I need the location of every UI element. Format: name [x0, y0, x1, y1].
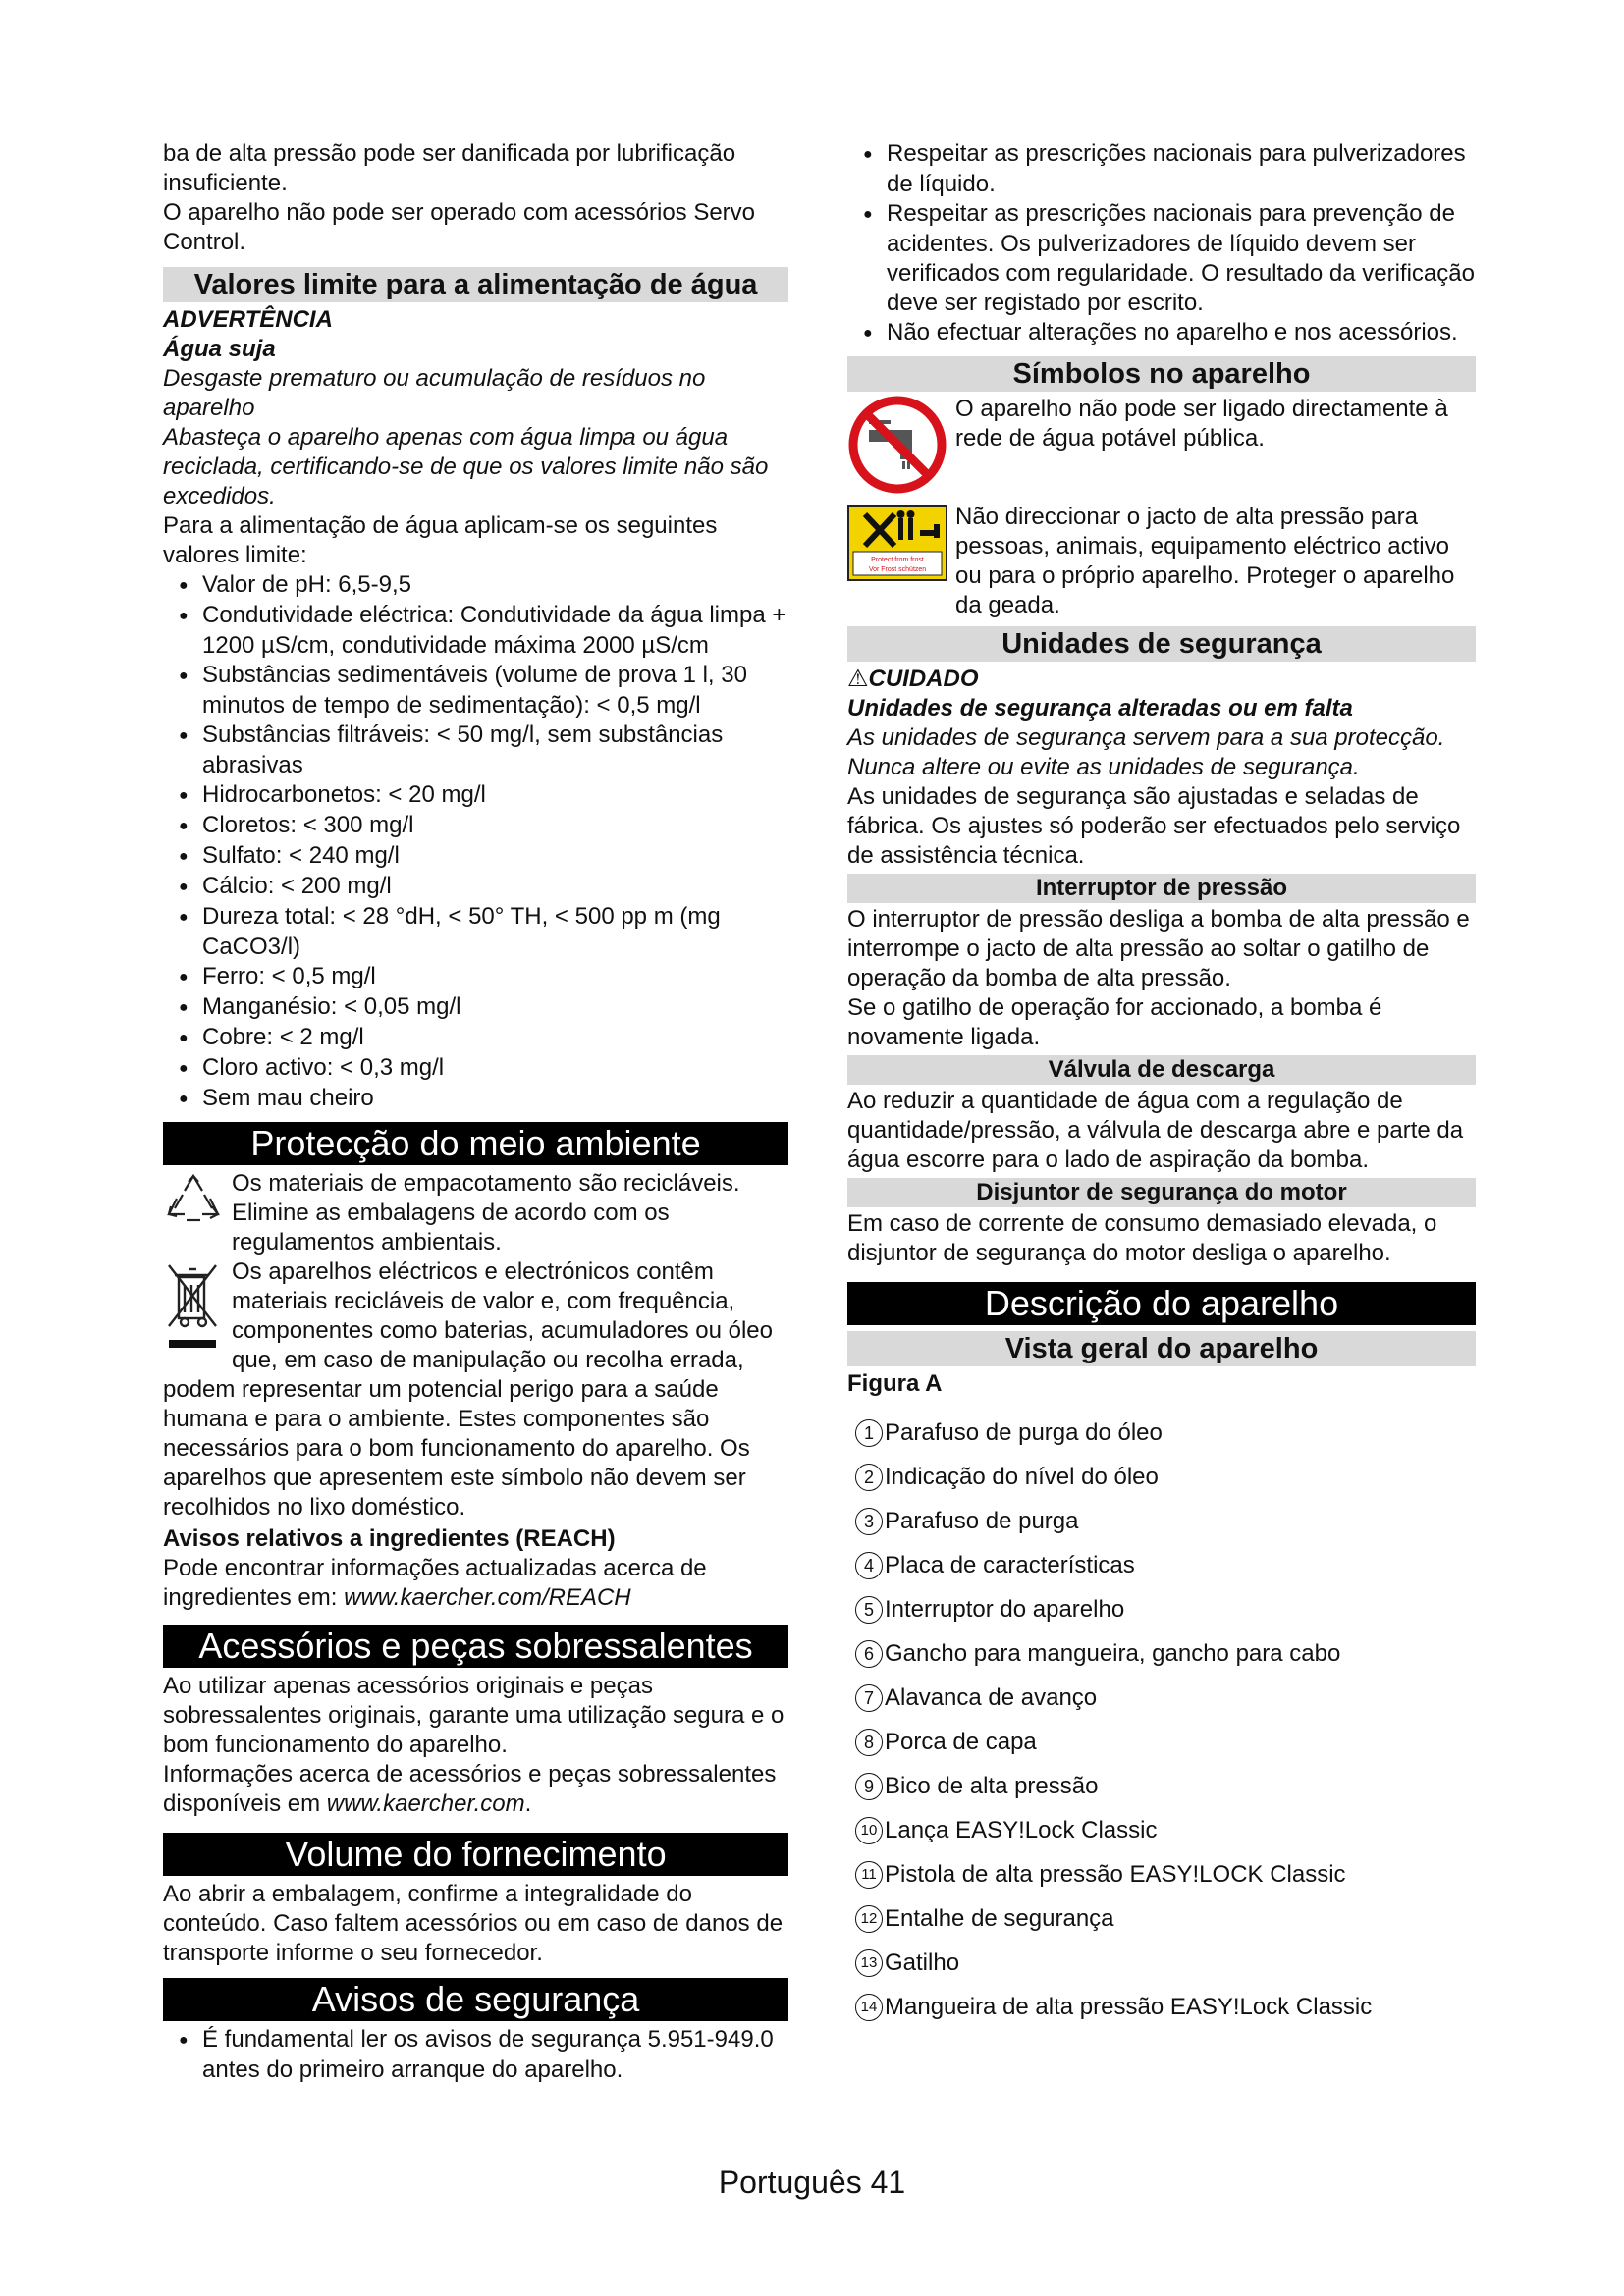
- part-item: [847, 1720, 1476, 1764]
- part-number: 4: [855, 1552, 883, 1579]
- water-limit-item: ● Ferro: < 0,5 mg/l: [163, 962, 788, 992]
- regulation-item: ● Respeitar as prescrições nacionais para pulverizadores de líquido.: [847, 139, 1476, 199]
- pressure-switch-text-2: Se o gatilho de operação for accionado, a bomba é novamente ligada.: [847, 994, 1382, 1050]
- description-heading: Descrição do aparelho: [847, 1282, 1476, 1325]
- symbol-1-block: [847, 395, 1476, 503]
- caution-text-2: Nunca altere ou evite as unidades de segurança.: [847, 754, 1360, 780]
- water-limit-item: ● Hidrocarbonetos: < 20 mg/l: [163, 780, 788, 811]
- part-item: [847, 1896, 1476, 1941]
- part-label: Entalhe de segurança: [885, 1904, 1114, 1932]
- part-label: Indicação do nível do óleo: [885, 1463, 1159, 1490]
- environment-heading: Protecção do meio ambiente: [163, 1122, 788, 1165]
- water-limit-item: ● Substâncias sedimentáveis (volume de prova 1 l, 30 minutos de tempo de sedimentação): < 0,5 mg/l: [163, 661, 788, 721]
- symbol-2-label-2: Vor Frost schützen: [868, 566, 927, 573]
- symbols-heading: Símbolos no aparelho: [847, 356, 1476, 392]
- footer-language: Português: [718, 2164, 862, 2200]
- water-limits-intro: Para a alimentação de água aplicam-se os seguintes valores limite:: [163, 512, 718, 568]
- part-label: Lança EASY!Lock Classic: [885, 1816, 1158, 1843]
- part-item: [847, 1499, 1476, 1543]
- part-number: 5: [855, 1596, 883, 1624]
- intro-paragraph-1: ba de alta pressão pode ser danificada por lubrificação insuficiente.: [163, 140, 736, 196]
- water-warning-text-1: Desgaste prematuro ou acumulação de resíduos no aparelho: [163, 365, 706, 421]
- motor-breaker-heading: Disjuntor de segurança do motor: [847, 1178, 1476, 1207]
- accessories-link[interactable]: www.kaercher.com: [326, 1790, 525, 1817]
- regulations-list: [847, 139, 1476, 348]
- caution-line: [847, 665, 1476, 694]
- water-limit-item: ● Cloro activo: < 0,3 mg/l: [163, 1053, 788, 1084]
- water-limit-item: ● Cálcio: < 200 mg/l: [163, 872, 788, 902]
- part-label: Pistola de alta pressão EASY!LOCK Classic: [885, 1860, 1346, 1888]
- no-spray-protect-frost-icon: [847, 503, 955, 589]
- overview-heading: Vista geral do aparelho: [847, 1331, 1476, 1366]
- part-label: Parafuso de purga: [885, 1507, 1079, 1534]
- part-item: [847, 1852, 1476, 1896]
- part-number: 8: [855, 1729, 883, 1756]
- recycle-block: [163, 1169, 788, 1257]
- part-item: [847, 1631, 1476, 1676]
- accessories-text-1: Ao utilizar apenas acessórios originais e peças sobressalentes originais, garante uma utilização segura e o bom funcionamento do aparelho.: [163, 1673, 785, 1758]
- reach-paragraph: [163, 1554, 788, 1613]
- water-warning-label: ADVERTÊNCIA: [163, 306, 333, 333]
- left-column: [163, 139, 788, 2085]
- part-number: 11: [855, 1861, 883, 1889]
- part-label: Placa de características: [885, 1551, 1135, 1578]
- part-item: [847, 1543, 1476, 1587]
- delivery-heading: Volume do fornecimento: [163, 1833, 788, 1876]
- part-label: Interruptor do aparelho: [885, 1595, 1125, 1623]
- water-warning-title: Água suja: [163, 336, 276, 362]
- water-limit-item: ● Sulfato: < 240 mg/l: [163, 841, 788, 872]
- part-label: Gatilho: [885, 1949, 960, 1976]
- part-label: Gancho para mangueira, gancho para cabo: [885, 1639, 1341, 1667]
- pressure-switch-text-1: O interruptor de pressão desliga a bomba de alta pressão e interrompe o jacto de alta pressão ao soltar o gatilho de operação da bomba de alta pressão.: [847, 906, 1470, 991]
- water-limits-list: [163, 570, 788, 1114]
- reach-text: Pode encontrar informações actualizadas acerca de ingredientes em:: [163, 1555, 707, 1611]
- motor-breaker-text: Em caso de corrente de consumo demasiado elevada, o disjuntor de segurança do motor desliga o aparelho.: [847, 1210, 1437, 1266]
- safety-notes-list: [163, 2025, 788, 2085]
- part-number: 2: [855, 1464, 883, 1491]
- footer-page-number: 41: [870, 2164, 906, 2200]
- water-limit-item: ● Substâncias filtráveis: < 50 mg/l, sem substâncias abrasivas: [163, 721, 788, 780]
- part-number: 9: [855, 1773, 883, 1800]
- water-limit-item: ● Cobre: < 2 mg/l: [163, 1023, 788, 1053]
- caution-text-1: As unidades de segurança servem para a sua protecção.: [847, 724, 1445, 751]
- safety-note-item: ● É fundamental ler os avisos de segurança 5.951-949.0 antes do primeiro arranque do aparelho.: [163, 2025, 788, 2085]
- part-item: [847, 1808, 1476, 1852]
- symbol-2-label-1: Protect from frost: [871, 557, 924, 563]
- part-item: [847, 1676, 1476, 1720]
- part-item: [847, 1411, 1476, 1455]
- part-number: 1: [855, 1419, 883, 1447]
- intro-paragraph-2: O aparelho não pode ser operado com acessórios Servo Control.: [163, 199, 756, 255]
- part-item: [847, 1985, 1476, 2029]
- parts-list: [847, 1411, 1476, 2029]
- part-number: 3: [855, 1508, 883, 1535]
- recycle-icon: [163, 1169, 232, 1228]
- recycle-text: Os materiais de empacotamento são recicláveis. Elimine as embalagens de acordo com os regulamentos ambientais.: [232, 1170, 740, 1255]
- relief-valve-heading: Válvula de descarga: [847, 1055, 1476, 1085]
- part-label: Alavanca de avanço: [885, 1683, 1098, 1711]
- part-number: 12: [855, 1905, 883, 1933]
- water-limit-item: ● Sem mau cheiro: [163, 1084, 788, 1114]
- accessories-text-2: Informações acerca de acessórios e peças sobressalentes disponíveis em: [163, 1761, 777, 1817]
- symbol-2-block: [847, 503, 1476, 620]
- part-number: 14: [855, 1994, 883, 2021]
- right-column: [847, 139, 1476, 2029]
- water-limit-item: ● Valor de pH: 6,5-9,5: [163, 570, 788, 601]
- part-number: 7: [855, 1684, 883, 1712]
- water-limit-item: ● Dureza total: < 28 °dH, < 50° TH, < 500 pp m (mg CaCO3/l): [163, 902, 788, 962]
- part-item: [847, 1941, 1476, 1985]
- reach-link[interactable]: www.kaercher.com/REACH: [344, 1584, 631, 1611]
- regulation-item: ● Não efectuar alterações no aparelho e nos acessórios.: [847, 318, 1476, 348]
- water-limit-item: ● Manganésio: < 0,05 mg/l: [163, 992, 788, 1023]
- delivery-text: Ao abrir a embalagem, confirme a integralidade do conteúdo. Caso faltem acessórios ou em caso de danos de transporte informe o seu fornecedor.: [163, 1881, 784, 1966]
- weee-block: [163, 1257, 788, 1522]
- safety-units-heading: Unidades de segurança: [847, 626, 1476, 662]
- symbol-1-text: O aparelho não pode ser ligado directamente à rede de água potável pública.: [955, 396, 1448, 452]
- crossed-bin-icon: [163, 1257, 232, 1365]
- accessories-heading: Acessórios e peças sobressalentes: [163, 1625, 788, 1668]
- part-label: Mangueira de alta pressão EASY!Lock Classic: [885, 1993, 1373, 2020]
- warning-triangle-icon: ⚠: [847, 666, 869, 692]
- accessories-paragraph-2: [163, 1760, 788, 1819]
- part-number: 13: [855, 1949, 883, 1977]
- water-limits-heading: Valores limite para a alimentação de água: [163, 267, 788, 302]
- part-number: 6: [855, 1640, 883, 1668]
- figure-label: Figura A: [847, 1370, 943, 1397]
- reach-title: Avisos relativos a ingredientes (REACH): [163, 1525, 616, 1552]
- caution-label: CUIDADO: [868, 666, 979, 692]
- part-item: [847, 1455, 1476, 1499]
- part-label: Bico de alta pressão: [885, 1772, 1099, 1799]
- page-footer: [0, 2164, 1624, 2201]
- regulation-item: ● Respeitar as prescrições nacionais para prevenção de acidentes. Os pulverizadores de líquido devem ser verificados com regularidade. O resultado da verificação deve ser registado por escrito.: [847, 199, 1476, 318]
- safety-units-text: As unidades de segurança são ajustadas e seladas de fábrica. Os ajustes só poderão ser efectuados pelo serviço de assistência técnica.: [847, 783, 1461, 869]
- weee-text: Os aparelhos eléctricos e electrónicos contêm materiais recicláveis de valor e, com frequência, componentes como baterias, acumuladores ou óleo que, em caso de manipulação ou recolha errada, podem representar um potencial perigo para a saúde humana e para o ambiente. Estes componentes são necessários para o bom funcionamento do aparelho. Os aparelhos que apresentem este símbolo não devem ser recolhidos no lixo doméstico.: [163, 1258, 773, 1521]
- part-label: Parafuso de purga do óleo: [885, 1418, 1163, 1446]
- relief-valve-text: Ao reduzir a quantidade de água com a regulação de quantidade/pressão, a válvula de descarga abre e parte da água escorre para o lado de aspiração da bomba.: [847, 1088, 1464, 1173]
- part-item: [847, 1764, 1476, 1808]
- water-warning-text-2: Abasteça o aparelho apenas com água limpa ou água reciclada, certificando-se de que os valores limite não são excedidos.: [163, 424, 769, 509]
- water-limit-item: ● Cloretos: < 300 mg/l: [163, 811, 788, 841]
- pressure-switch-heading: Interruptor de pressão: [847, 874, 1476, 903]
- part-label: Porca de capa: [885, 1728, 1037, 1755]
- part-number: 10: [855, 1817, 883, 1844]
- part-item: [847, 1587, 1476, 1631]
- safety-notes-heading: Avisos de segurança: [163, 1978, 788, 2021]
- symbol-2-text: Não direccionar o jacto de alta pressão para pessoas, animais, equipamento eléctrico activo ou para o próprio aparelho. Proteger o aparelho da geada.: [955, 504, 1455, 618]
- caution-title: Unidades de segurança alteradas ou em falta: [847, 695, 1353, 721]
- water-limit-item: ● Condutividade eléctrica: Condutividade da água limpa + 1200 µS/cm, condutividade máxima 2000 µS/cm: [163, 601, 788, 661]
- accessories-period: .: [524, 1790, 532, 1817]
- no-drinking-water-connection-icon: [847, 395, 955, 503]
